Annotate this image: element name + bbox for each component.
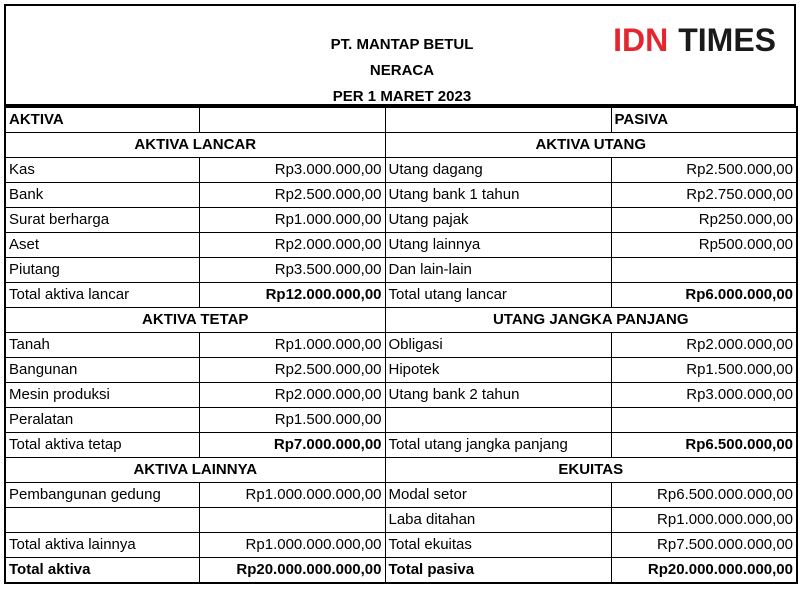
right-value: Rp2.000.000,00 — [611, 333, 797, 358]
table-row — [5, 208, 797, 233]
left-label: Bangunan — [5, 358, 199, 383]
empty-cell — [385, 107, 611, 133]
left-value: Rp1.000.000.000,00 — [199, 483, 385, 508]
aktiva-header: AKTIVA — [5, 107, 199, 133]
left-value: Rp1.000.000.000,00 — [199, 533, 385, 558]
left-value: Rp3.000.000,00 — [199, 158, 385, 183]
right-label: Utang bank 2 tahun — [385, 383, 611, 408]
right-label: Utang pajak — [385, 208, 611, 233]
section-aktiva-tetap: AKTIVA TETAP — [5, 308, 385, 333]
balance-table — [4, 106, 798, 584]
right-label: Obligasi — [385, 333, 611, 358]
right-value: Rp500.000,00 — [611, 233, 797, 258]
right-value: Rp20.000.000.000,00 — [611, 558, 797, 584]
right-label: Modal setor — [385, 483, 611, 508]
total-row — [5, 433, 797, 458]
left-label: Total aktiva lainnya — [5, 533, 199, 558]
left-label: Total aktiva — [5, 558, 199, 584]
pasiva-header: PASIVA — [611, 107, 797, 133]
section-row — [5, 308, 797, 333]
left-value — [199, 508, 385, 533]
logo-times: TIMES — [678, 22, 776, 58]
left-label: Bank — [5, 183, 199, 208]
left-value: Rp2.000.000,00 — [199, 233, 385, 258]
logo-idn: IDN — [613, 22, 669, 58]
right-value: Rp7.500.000.000,00 — [611, 533, 797, 558]
section-ekuitas: EKUITAS — [385, 458, 797, 483]
total-row — [5, 283, 797, 308]
right-label: Total ekuitas — [385, 533, 611, 558]
right-label — [385, 408, 611, 433]
left-label — [5, 508, 199, 533]
right-value: Rp250.000,00 — [611, 208, 797, 233]
table-row — [5, 183, 797, 208]
right-value — [611, 408, 797, 433]
left-value: Rp1.000.000,00 — [199, 208, 385, 233]
left-value: Rp2.500.000,00 — [199, 183, 385, 208]
right-label: Laba ditahan — [385, 508, 611, 533]
right-label: Total utang lancar — [385, 283, 611, 308]
left-label: Tanah — [5, 333, 199, 358]
right-value: Rp2.750.000,00 — [611, 183, 797, 208]
left-label: Kas — [5, 158, 199, 183]
table-row — [5, 508, 797, 533]
left-label: Peralatan — [5, 408, 199, 433]
right-label: Total utang jangka panjang — [385, 433, 611, 458]
table-row — [5, 233, 797, 258]
left-label: Pembangunan gedung — [5, 483, 199, 508]
table-row — [5, 383, 797, 408]
column-header-row — [5, 107, 797, 133]
table-row — [5, 358, 797, 383]
section-aktiva-lancar: AKTIVA LANCAR — [5, 133, 385, 158]
report-date: PER 1 MARET 2023 — [332, 88, 472, 105]
grand-total-row — [5, 558, 797, 584]
table-row — [5, 258, 797, 283]
left-label: Piutang — [5, 258, 199, 283]
right-value — [611, 258, 797, 283]
left-label: Mesin produksi — [5, 383, 199, 408]
left-label: Total aktiva tetap — [5, 433, 199, 458]
right-value: Rp2.500.000,00 — [611, 158, 797, 183]
section-aktiva-utang: AKTIVA UTANG — [385, 133, 797, 158]
empty-cell — [199, 107, 385, 133]
right-value: Rp6.500.000.000,00 — [611, 483, 797, 508]
right-label: Utang bank 1 tahun — [385, 183, 611, 208]
table-row — [5, 158, 797, 183]
left-label: Aset — [5, 233, 199, 258]
table-row — [5, 408, 797, 433]
right-label: Utang dagang — [385, 158, 611, 183]
left-value: Rp7.000.000,00 — [199, 433, 385, 458]
left-value: Rp2.500.000,00 — [199, 358, 385, 383]
table-row — [5, 533, 797, 558]
left-label: Surat berharga — [5, 208, 199, 233]
table-row — [5, 333, 797, 358]
section-row — [5, 133, 797, 158]
right-label: Hipotek — [385, 358, 611, 383]
right-value: Rp6.000.000,00 — [611, 283, 797, 308]
left-value: Rp20.000.000.000,00 — [199, 558, 385, 584]
table-row — [5, 483, 797, 508]
left-value: Rp3.500.000,00 — [199, 258, 385, 283]
right-label: Total pasiva — [385, 558, 611, 584]
section-aktiva-lainnya: AKTIVA LAINNYA — [5, 458, 385, 483]
left-value: Rp1.000.000,00 — [199, 333, 385, 358]
section-utang-jangka-panjang: UTANG JANGKA PANJANG — [385, 308, 797, 333]
right-value: Rp1.000.000.000,00 — [611, 508, 797, 533]
left-value: Rp12.000.000,00 — [199, 283, 385, 308]
company-name: PT. MANTAP BETUL — [330, 36, 474, 53]
report-name: NERACA — [369, 62, 435, 79]
right-value: Rp6.500.000,00 — [611, 433, 797, 458]
right-label: Utang lainnya — [385, 233, 611, 258]
right-value: Rp1.500.000,00 — [611, 358, 797, 383]
section-row — [5, 458, 797, 483]
right-label: Dan lain-lain — [385, 258, 611, 283]
idn-times-logo — [613, 22, 776, 59]
left-value: Rp2.000.000,00 — [199, 383, 385, 408]
right-value: Rp3.000.000,00 — [611, 383, 797, 408]
left-value: Rp1.500.000,00 — [199, 408, 385, 433]
title-box — [4, 4, 796, 106]
left-label: Total aktiva lancar — [5, 283, 199, 308]
